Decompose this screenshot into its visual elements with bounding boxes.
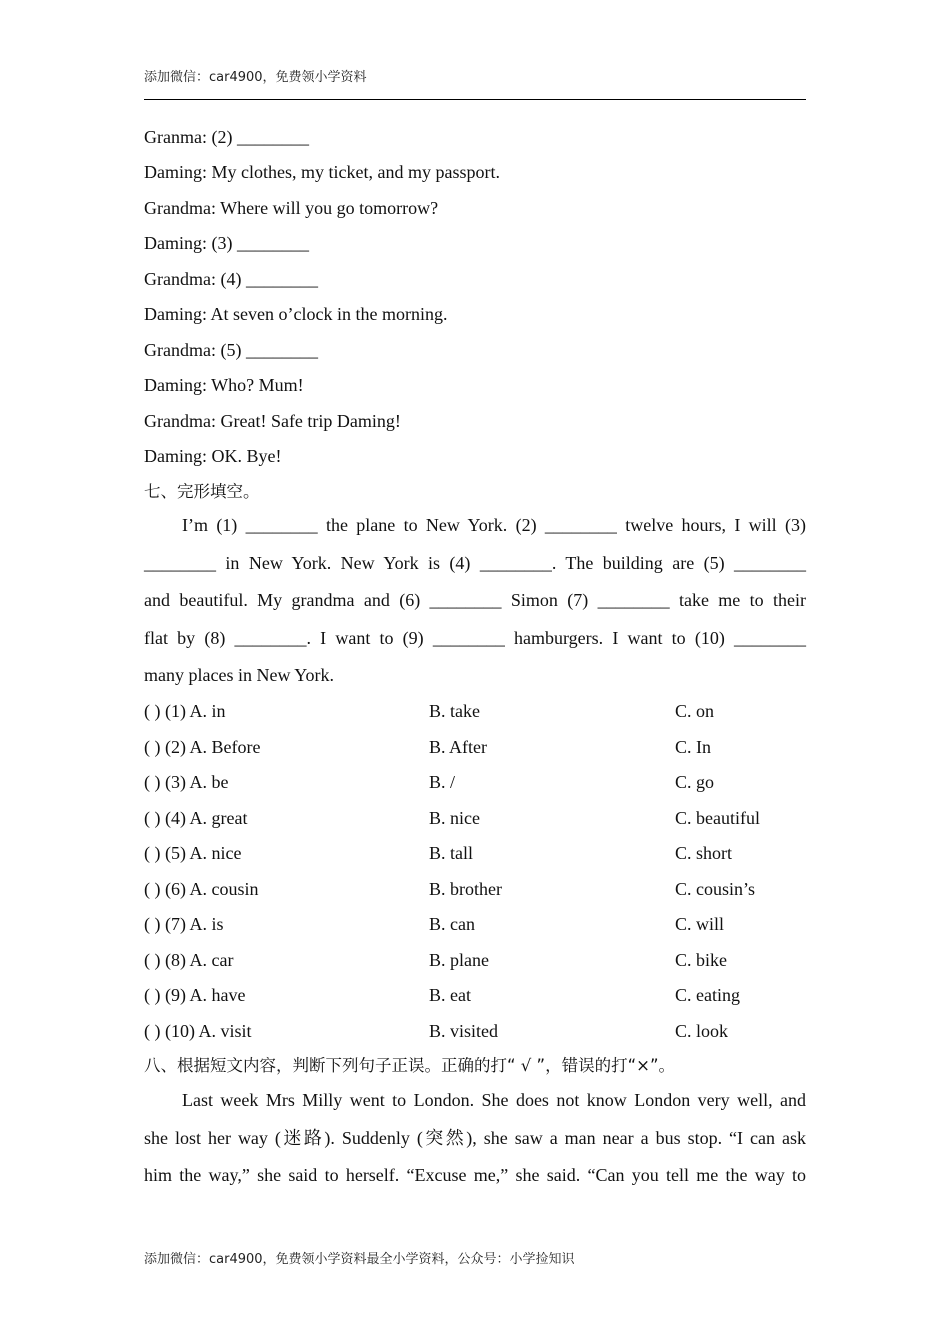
option-a: ( ) (9) A. have [144,985,246,1005]
option-b: B. plane [429,950,489,970]
option-row [144,736,806,758]
option-b: B. eat [429,985,471,1005]
option-b: B. After [429,737,487,757]
option-b: B. can [429,914,475,934]
option-c: C. short [675,843,733,863]
option-row [144,807,806,829]
option-c: C. cousin’s [675,879,756,899]
option-a: ( ) (10) A. visit [144,1021,252,1041]
dialogue-line: Daming: At seven o’clock in the morning. [144,304,448,324]
dialogue-line: Grandma: Where will you go tomorrow? [144,198,439,218]
option-c: C. go [675,772,715,792]
page-footer: 添加微信：car4900，免费领小学资料最全小学资料，公众号：小学捡知识 [144,1252,575,1267]
option-a: ( ) (3) A. be [144,772,229,792]
page-header: 添加微信：car4900，免费领小学资料 [144,70,367,85]
option-row [144,913,806,935]
option-row [144,1020,806,1042]
dialogue-line: Grandma: Great! Safe trip Daming! [144,411,401,431]
option-a: ( ) (4) A. great [144,808,248,828]
cloze-passage-line: flat by (8) ________. I want to (9) ________ hamburgers. I want to (10) ________ [144,627,806,648]
option-b: B. visited [429,1021,499,1041]
dialogue-line: Grandma: (4) ________ [144,269,318,289]
option-c: C. on [675,701,715,721]
cloze-passage-line: I’m (1) ________ the plane to New York. (2) ________ twelve hours, I will (3) [182,515,806,535]
option-c: C. eating [675,985,740,1005]
header-divider [144,99,806,100]
section-8-title: 八、根据短文内容，判断下列句子正误。正确的打“ √ ”，错误的打“×”。 [144,1056,676,1075]
dialogue-line: Grandma: (5) ________ [144,340,318,360]
option-c: C. In [675,737,711,757]
option-a: ( ) (7) A. is [144,914,224,934]
section-7-title: 七、完形填空。 [144,482,260,501]
reading-passage [144,1082,806,1195]
option-row [144,949,806,971]
reading-passage-line: him the way,” she said to herself. “Excuse me,” she said. “Can you tell me the way to [144,1165,806,1185]
option-row [144,700,806,722]
dialogue-line: Granma: (2) ________ [144,127,309,147]
cloze-passage-line: ________ in New York. New York is (4) ________. The building are (5) ________ [144,552,806,573]
option-c: C. bike [675,950,727,970]
cloze-passage-line: and beautiful. My grandma and (6) ________ Simon (7) ________ take me to their [144,590,806,610]
dialogue-line: Daming: My clothes, my ticket, and my passport. [144,162,500,182]
dialogue-line: Daming: (3) ________ [144,233,309,253]
option-b: B. brother [429,879,502,899]
option-a: ( ) (1) A. in [144,701,226,721]
option-a: ( ) (5) A. nice [144,843,242,863]
reading-passage-line: she lost her way (迷路). Suddenly (突然), she saw a man near a bus stop. “I can ask [144,1127,806,1148]
option-row [144,878,806,900]
option-c: C. will [675,914,725,934]
option-b: B. nice [429,808,480,828]
option-c: C. look [675,1021,729,1041]
option-c: C. beautiful [675,808,760,828]
option-b: B. take [429,701,480,721]
option-b: B. / [429,772,456,792]
option-a: ( ) (6) A. cousin [144,879,259,899]
cloze-passage [144,507,806,695]
option-a: ( ) (8) A. car [144,950,234,970]
dialogue-line: Daming: OK. Bye! [144,446,282,466]
option-row [144,984,806,1006]
option-a: ( ) (2) A. Before [144,737,261,757]
dialogue-line: Daming: Who? Mum! [144,375,304,395]
option-row [144,842,806,864]
cloze-passage-line: many places in New York. [144,665,334,685]
option-b: B. tall [429,843,473,863]
reading-passage-line: Last week Mrs Milly went to London. She does not know London very well, and [182,1090,806,1110]
option-row [144,771,806,793]
